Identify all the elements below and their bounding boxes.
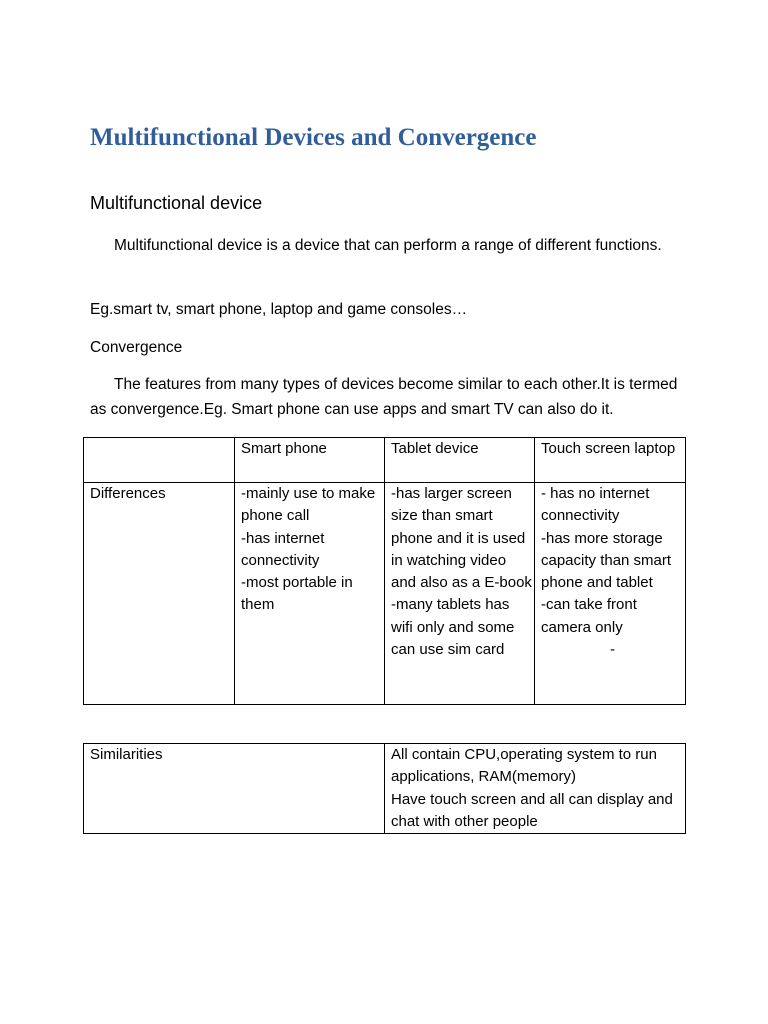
list-item: -many tablets has wifi only and some can use sim card bbox=[391, 596, 515, 659]
table-header-cell: Tablet device bbox=[385, 438, 535, 483]
similarities-cell bbox=[385, 744, 686, 834]
comparison-table bbox=[83, 437, 686, 705]
section-heading-convergence: Convergence bbox=[90, 339, 183, 356]
list-item: -can take front camera only bbox=[541, 596, 637, 636]
multifunctional-definition: Multifunctional device is a device that can perform a range of different functions. bbox=[114, 237, 662, 254]
similarities-table bbox=[83, 743, 686, 834]
table-header-cell: Smart phone bbox=[235, 438, 385, 483]
table-header-cell: Touch screen laptop bbox=[535, 438, 686, 483]
smart-phone-cell bbox=[235, 483, 385, 705]
list-item: -most portable in them bbox=[241, 574, 353, 614]
list-item: -mainly use to make phone call bbox=[241, 485, 376, 525]
page-title: Multifunctional Devices and Convergence bbox=[90, 124, 537, 151]
row-label-differences: Differences bbox=[84, 483, 235, 705]
trailing-dash: - bbox=[610, 641, 615, 659]
list-item: -has more storage capacity than smart phone and tablet bbox=[541, 529, 672, 592]
table-row bbox=[84, 483, 686, 705]
list-item: -has larger screen size than smart phone and it is used in watching video and also as a E-book bbox=[391, 485, 532, 592]
tablet-cell bbox=[385, 483, 535, 705]
table-header-cell bbox=[84, 438, 235, 483]
list-item: - has no internet connectivity bbox=[541, 485, 650, 525]
list-item: All contain CPU,operating system to run applications, RAM(memory) bbox=[391, 746, 657, 786]
section-heading-multifunctional: Multifunctional device bbox=[90, 193, 263, 213]
convergence-definition: The features from many types of devices become similar to each other.It is termed as convergence.Eg. Smart phone can use apps and smart TV can also do it. bbox=[90, 376, 678, 418]
list-item: Have touch screen and all can display and chat with other people bbox=[391, 790, 673, 830]
table-row bbox=[84, 744, 686, 834]
list-item: -has internet connectivity bbox=[241, 529, 325, 569]
row-label-similarities: Similarities bbox=[84, 744, 385, 834]
laptop-cell bbox=[535, 483, 686, 705]
multifunctional-example: Eg.smart tv, smart phone, laptop and game consoles… bbox=[90, 301, 468, 318]
table-header-row bbox=[84, 438, 686, 483]
